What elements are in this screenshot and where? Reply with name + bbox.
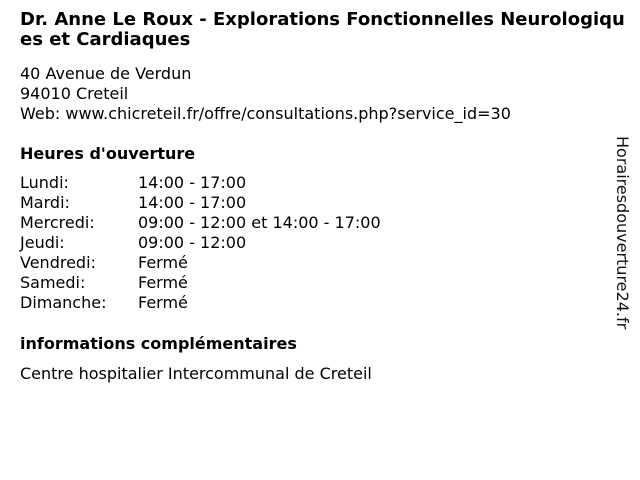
day-label: Mardi: <box>20 193 70 212</box>
hours-value: 14:00 - 17:00 <box>138 173 247 192</box>
hours-row-sunday <box>20 293 381 313</box>
address-block <box>20 64 511 124</box>
day-label: Dimanche: <box>20 293 107 312</box>
page-title: Dr. Anne Le Roux - Explorations Fonctionnelles Neurologiques et Cardiaques <box>20 9 625 50</box>
address-city: 94010 Creteil <box>20 84 129 103</box>
opening-hours-heading: Heures d'ouverture <box>20 144 196 163</box>
day-label: Mercredi: <box>20 213 95 232</box>
hours-value: 09:00 - 12:00 et 14:00 - 17:00 <box>138 213 381 232</box>
hours-value: Fermé <box>138 293 188 312</box>
opening-hours-table <box>20 173 381 313</box>
hours-value: Fermé <box>138 273 188 292</box>
site-watermark: Horairesdouverture24.fr <box>613 136 632 330</box>
hours-row-tuesday <box>20 193 381 213</box>
hours-value: Fermé <box>138 253 188 272</box>
website-link: Web: www.chicreteil.fr/offre/consultations.php?service_id=30 <box>20 104 511 123</box>
day-label: Vendredi: <box>20 253 96 272</box>
day-label: Jeudi: <box>20 233 65 252</box>
hours-row-saturday <box>20 273 381 293</box>
hours-row-wednesday <box>20 213 381 233</box>
additional-info-heading: informations complémentaires <box>20 334 297 353</box>
additional-info-text: Centre hospitalier Intercommunal de Creteil <box>20 364 372 383</box>
hours-value: 09:00 - 12:00 <box>138 233 247 252</box>
day-label: Samedi: <box>20 273 86 292</box>
hours-row-friday <box>20 253 381 273</box>
address-street: 40 Avenue de Verdun <box>20 64 192 83</box>
hours-value: 14:00 - 17:00 <box>138 193 247 212</box>
day-label: Lundi: <box>20 173 69 192</box>
hours-row-thursday <box>20 233 381 253</box>
hours-row-monday <box>20 173 381 193</box>
